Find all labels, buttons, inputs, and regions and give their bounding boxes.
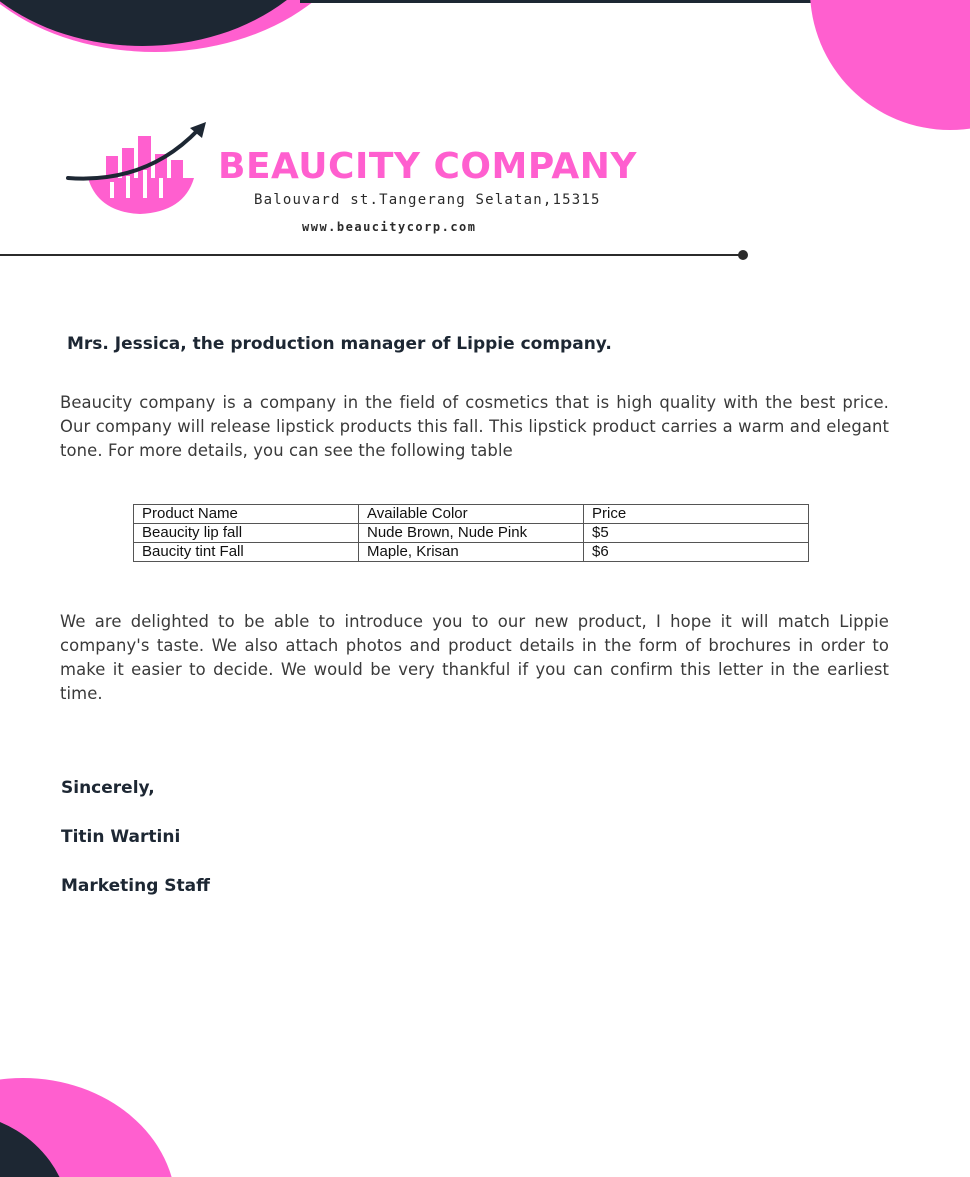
header-divider-dot bbox=[738, 250, 748, 260]
header-product-name: Product Name bbox=[134, 505, 359, 524]
product-name-cell: Beaucity lip fall bbox=[134, 524, 359, 543]
company-address: Balouvard st.Tangerang Selatan,15315 bbox=[254, 192, 601, 208]
table-row bbox=[134, 543, 809, 562]
closing-salutation: Sincerely, bbox=[61, 778, 155, 798]
signer-name: Titin Wartini bbox=[61, 827, 181, 847]
price-cell: $6 bbox=[584, 543, 809, 562]
available-color-cell: Maple, Krisan bbox=[359, 543, 584, 562]
price-cell: $5 bbox=[584, 524, 809, 543]
company-website: www.beaucitycorp.com bbox=[302, 220, 477, 234]
product-name-cell: Baucity tint Fall bbox=[134, 543, 359, 562]
available-color-cell: Nude Brown, Nude Pink bbox=[359, 524, 584, 543]
header-price: Price bbox=[584, 505, 809, 524]
signer-title: Marketing Staff bbox=[61, 876, 210, 896]
closing-paragraph: We are delighted to be able to introduce you to our new product, I hope it will match Lippie company's taste. We also attach photos and product details in the form of brochures in order to make it easier to decide. We would be very thankful if you can confirm this letter in the earliest time. bbox=[60, 612, 889, 703]
intro-paragraph: Beaucity company is a company in the field of cosmetics that is high quality with the best price. Our company will release lipstick products this fall. This lipstick product carries a warm and elegant tone. For more details, you can see the following table bbox=[60, 393, 889, 460]
header-available-color: Available Color bbox=[359, 505, 584, 524]
company-logo-icon bbox=[66, 120, 216, 220]
recipient-line: Mrs. Jessica, the production manager of Lippie company. bbox=[67, 334, 612, 354]
table-row bbox=[134, 524, 809, 543]
top-right-pink-circle bbox=[810, 0, 970, 130]
company-name: BEAUCITY COMPANY bbox=[218, 146, 637, 187]
header-divider bbox=[0, 254, 742, 256]
product-table bbox=[133, 504, 809, 562]
table-header-row bbox=[134, 505, 809, 524]
top-border-line bbox=[300, 0, 820, 3]
